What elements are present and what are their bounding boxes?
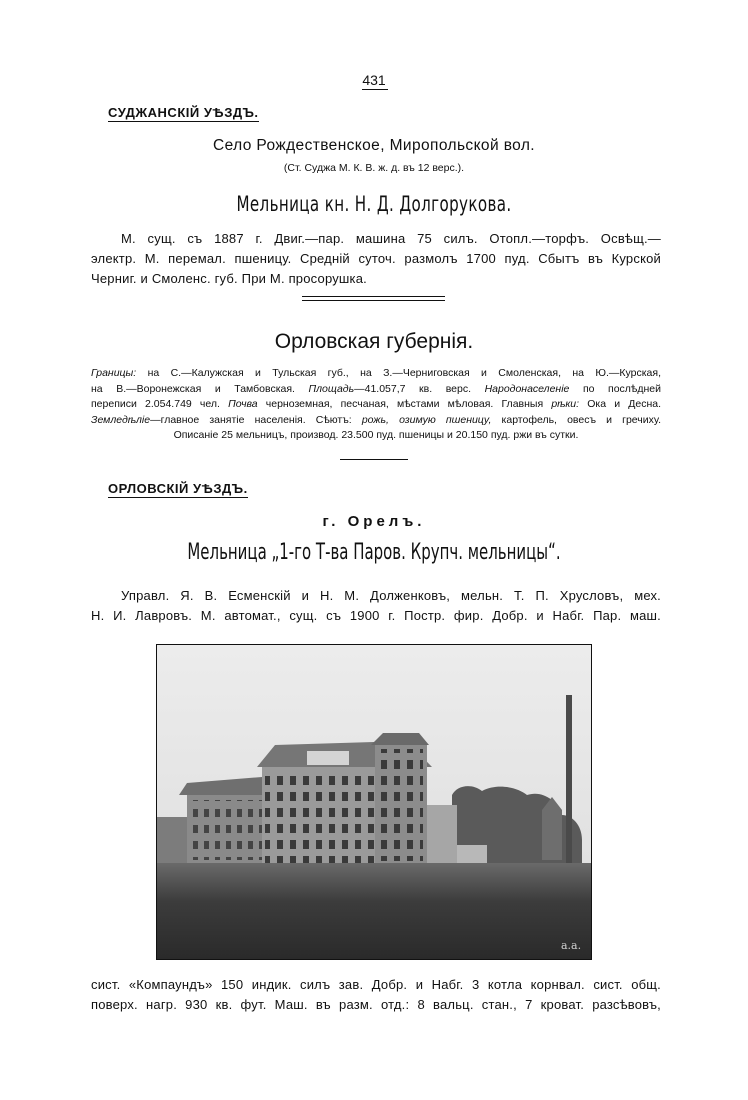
annex	[427, 805, 457, 865]
text-line	[91, 366, 661, 382]
section-rule-upper	[302, 296, 445, 297]
building-far-left	[157, 817, 187, 865]
text-line	[91, 397, 661, 413]
mill-title-dolgorukov: Мельница кн. Н. Д. Долгорукова.	[236, 192, 512, 216]
text-line: Черниг. и Смоленс. губ. При М. просорушка.	[91, 271, 367, 286]
inline-label: Границы:	[91, 367, 137, 379]
city-heading: г. Орелъ.	[322, 513, 426, 530]
text-line: Описаніе 25 мельницъ, производ. 23.500 пуд. пшеницы и 20.150 пуд. ржи въ сутки.	[173, 429, 579, 441]
inline-label: Земледѣліе	[91, 413, 151, 426]
mill-photo-image	[157, 645, 591, 959]
district-heading-text: ОРЛОВСКІЙ УѢЗДЪ.	[108, 481, 248, 496]
text-line: Н. И. Лавровъ. М. автомат., сущ. съ 1900 г. Постр. фир. Добр. и Набг. Пар. маш.	[91, 608, 661, 623]
station-note: (Ст. Суджа М. К. В. ж. д. въ 12 верс.).	[283, 162, 465, 174]
district-heading-orel	[108, 480, 248, 498]
section-rule-short	[340, 459, 408, 460]
chimney	[566, 695, 572, 865]
text-line: электр. М. перемал. пшеницу. Средній суточ. размолъ 1700 пуд. Сбытъ въ Курской	[91, 251, 661, 266]
district-heading-text: СУДЖАНСКІЙ УѢЗДЪ.	[108, 105, 259, 120]
gubernia-title: Орловская губернія.	[274, 330, 474, 353]
text-line	[91, 382, 661, 398]
inline-text: —главное занятіе населенія. Сѣютъ:	[150, 413, 362, 426]
page-number: 431	[362, 72, 386, 88]
mill-description-dolgorukov	[91, 229, 661, 289]
mill-photograph	[156, 644, 592, 960]
mill-title-orel: Мельница „1-го Т-ва Паров. Крупч. мельницы“.	[187, 540, 561, 565]
inline-text: на В.—Воронежская и Тамбовская.	[91, 382, 309, 395]
text-line: Управл. Я. В. Есменскій и Н. М. Долженковъ, мельн. Т. П. Хрусловъ, мех.	[121, 588, 661, 603]
page-number-rule	[362, 89, 388, 90]
inline-label: рожь, озимую пшеницу,	[361, 413, 492, 426]
inline-text: Ока и Десна.	[579, 398, 661, 410]
gubernia-description	[91, 366, 661, 444]
text-line: поверх. нагр. 930 кв. фут. Маш. въ разм. отд.: 8 вальц. стан., 7 кроват. разсѣвовъ,	[91, 997, 661, 1012]
photo-signature: а.а.	[561, 939, 582, 952]
ground	[157, 863, 591, 959]
inline-text: —41.057,7 кв. верс.	[354, 382, 485, 395]
mill-description-continued	[91, 975, 661, 1015]
inline-text: по послѣдней	[569, 382, 661, 395]
inline-text: переписи 2.054.749 чел.	[91, 398, 229, 410]
text-line: М. сущ. съ 1887 г. Двиг.—пар. машина 75 силъ. Отопл.—торфъ. Освѣщ.—	[121, 231, 661, 246]
church	[542, 797, 562, 860]
dormer	[307, 751, 349, 765]
district-heading-sudzha	[108, 104, 259, 122]
inline-text: картофель, овесъ и гречиху.	[491, 413, 662, 426]
inline-text: черноземная, песчаная, мѣстами мѣловая. Главныя	[257, 398, 552, 410]
village-heading: Село Рождественское, Миропольской вол.	[212, 137, 535, 154]
section-rule-lower	[302, 300, 445, 301]
inline-label: рѣки:	[551, 398, 580, 410]
mill-description-orel	[91, 586, 661, 626]
text-line	[91, 413, 661, 429]
inline-label: Почва	[228, 398, 258, 410]
inline-label: Площадь	[308, 382, 355, 395]
inline-text: на С.—Калужская и Тульская губ., на З.—Черниговская и Смоленская, на Ю.—Курская,	[136, 367, 661, 379]
inline-label: Народонаселеніе	[484, 382, 570, 395]
text-line: сист. «Компаундъ» 150 индик. силъ зав. Добр. и Набг. 3 котла корнвал. сист. общ.	[91, 977, 661, 992]
